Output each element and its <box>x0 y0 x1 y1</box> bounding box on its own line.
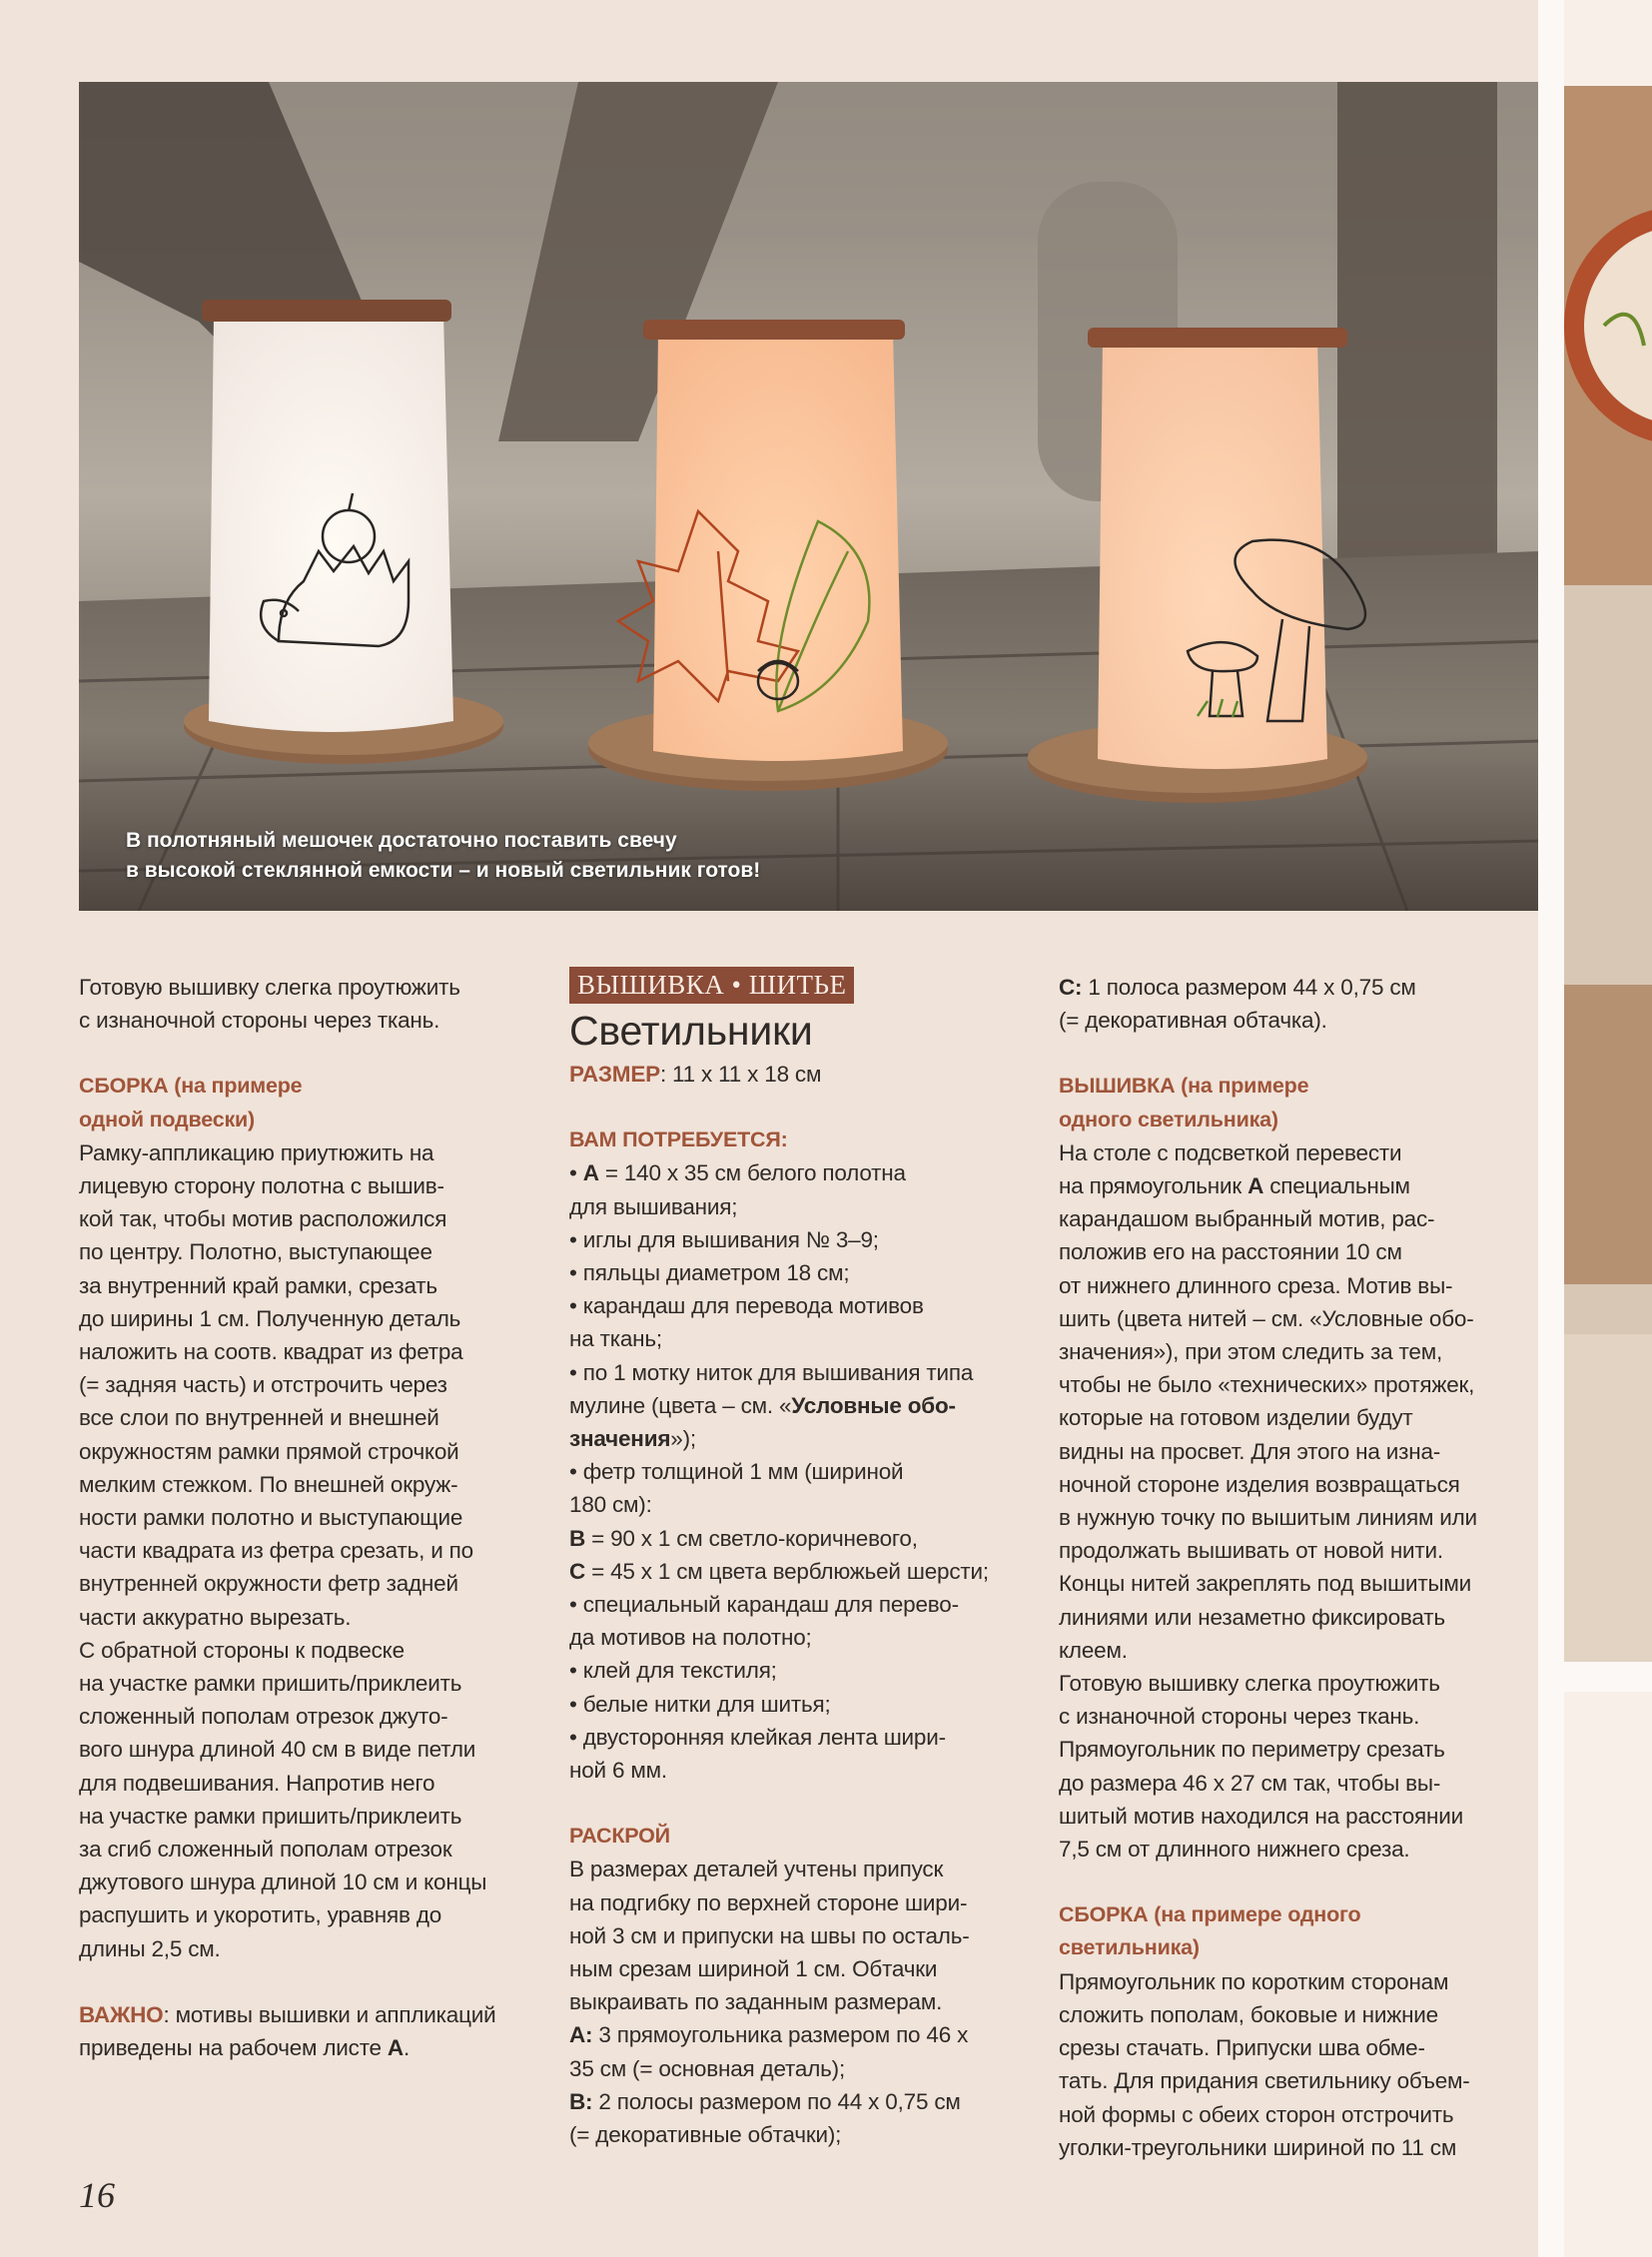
materials-line: • специальный карандаш для перево- <box>569 1592 959 1618</box>
materials-line <box>569 1555 1029 1588</box>
text-line: С обратной стороны к подвеске <box>79 1637 405 1663</box>
cutting-line <box>569 2018 1029 2051</box>
text-line: карандашом выбранный мотив, рас- <box>1059 1206 1435 1232</box>
text-line: кой так, чтобы мотив расположился <box>79 1206 447 1232</box>
cutting-text: 3 прямоугольника размером по 46 x <box>592 2022 969 2048</box>
materials-line: 180 см): <box>569 1492 652 1518</box>
materials-line: ной 6 мм. <box>569 1758 667 1784</box>
page-number: 16 <box>79 2175 115 2215</box>
text-line: Рамку-аппликацию приутюжить на <box>79 1139 434 1165</box>
cutting-line <box>1059 971 1528 1004</box>
part-letter: C <box>569 1558 586 1584</box>
important-note <box>79 1998 508 2031</box>
text-line: тать. Для придания светильнику объем- <box>1059 2068 1470 2094</box>
materials-line: да мотивов на полотно; <box>569 1625 812 1651</box>
part-letter: А <box>1247 1173 1264 1199</box>
cutting-line <box>569 2085 1029 2118</box>
text-line: ночной стороне изделия возвращаться <box>1059 1471 1460 1497</box>
legend-reference: значения <box>569 1426 671 1452</box>
text-line: положив его на расстоянии 10 см <box>1059 1239 1402 1265</box>
text-line: до ширины 1 см. Полученную деталь <box>79 1305 461 1331</box>
text-line: окружностям рамки прямой строчкой <box>79 1438 459 1464</box>
next-page-band <box>1564 1662 1652 1692</box>
section-heading-assembly-cont: одной подвески) <box>79 1107 255 1131</box>
text-line: по центру. Полотно, выступающее <box>79 1239 432 1265</box>
text-line: длины 2,5 см. <box>79 1935 221 1961</box>
next-page-photo-edge <box>1564 86 1652 1662</box>
caption-line: В полотняный мешочек достаточно поставить свечу <box>126 829 677 852</box>
text-line: сложить пополам, боковые и нижние <box>1059 2001 1438 2027</box>
materials-line: для вышивания; <box>569 1193 738 1219</box>
materials-line: • белые нитки для шитья; <box>569 1691 831 1717</box>
text-line: джутового шнура длиной 10 см и концы <box>79 1870 487 1895</box>
materials-line: • двусторонняя клейкая лента шири- <box>569 1724 946 1750</box>
materials-line: • карандаш для перевода мотивов <box>569 1293 924 1319</box>
cutting-text: 1 полоса размером 44 x 0,75 см <box>1082 975 1416 1000</box>
materials-heading: ВАМ ПОТРЕБУЕТСЯ: <box>569 1128 788 1152</box>
cutting-line: ной 3 см и припуски на швы по осталь- <box>569 1922 970 1948</box>
next-page-photo-illustration <box>1564 86 1652 1662</box>
cutting-line: В размерах деталей учтены припуск <box>569 1857 944 1882</box>
text-line: видны на просвет. Для этого на изна- <box>1059 1438 1441 1464</box>
bullet: • <box>569 1160 583 1186</box>
cutting-line: выкраивать по заданным размерам. <box>569 1989 943 2015</box>
text-line: на участке рамки пришить/приклеить <box>79 1671 462 1697</box>
text-line: шитый мотив находился на расстоянии <box>1059 1803 1463 1829</box>
text-line: лицевую сторону полотна с вышив- <box>79 1173 444 1199</box>
text-line: внутренней окружности фетр задней <box>79 1571 458 1597</box>
photo-caption <box>126 826 1225 886</box>
text-line: которые на готовом изделии будут <box>1059 1405 1413 1431</box>
text-line: мелким стежком. По внешней окруж- <box>79 1471 458 1497</box>
cutting-heading: РАСКРОЙ <box>569 1824 670 1849</box>
text-fragment: на прямоугольник <box>1059 1173 1248 1199</box>
embroidery-heading: ВЫШИВКА (на примере <box>1059 1074 1309 1099</box>
assembly-heading: СБОРКА (на примере одного <box>1059 1902 1361 1927</box>
text-line: распушить и укоротить, уравняв до <box>79 1902 442 1928</box>
text-line: значения»), при этом следить за тем, <box>1059 1339 1443 1365</box>
important-note-cont <box>79 2031 508 2064</box>
materials-text: = 45 x 1 см цвета верблюжьей шерсти; <box>585 1558 989 1584</box>
next-page-edge <box>1564 0 1652 2257</box>
cutting-line: 35 см (= основная деталь); <box>569 2055 846 2081</box>
text-line: (= задняя часть) и отстрочить через <box>79 1372 447 1398</box>
text-fragment: специальным <box>1263 1173 1410 1199</box>
materials-line: • по 1 мотку ниток для вышивания типа <box>569 1359 974 1385</box>
materials-line: • иглы для вышивания № 3–9; <box>569 1226 879 1252</box>
materials-text: мулине (цвета – см. « <box>569 1392 792 1418</box>
text-line: Прямоугольник по коротким сторонам <box>1059 1968 1449 1994</box>
text-line <box>1059 1169 1528 1202</box>
text-line: до размера 46 x 27 см так, чтобы вы- <box>1059 1770 1441 1796</box>
text-line: На столе с подсветкой перевести <box>1059 1139 1402 1165</box>
materials-line <box>569 1522 1029 1555</box>
text-line: Концы нитей закреплять под вышитыми <box>1059 1571 1472 1597</box>
page-gutter <box>1538 0 1564 2257</box>
text-line: сложенный пополам отрезок джуто- <box>79 1704 448 1730</box>
text-line: части аккуратно вырезать. <box>79 1604 352 1630</box>
materials-line: • клей для текстиля; <box>569 1658 777 1684</box>
materials-line <box>569 1156 1029 1189</box>
text-line: срезы стачать. Припуски шва обме- <box>1059 2035 1425 2061</box>
text-line: продолжать вышивать от новой нити. <box>1059 1538 1443 1564</box>
text-line: с изнаночной стороны через ткань. <box>1059 1704 1420 1730</box>
text-line: Готовую вышивку слегка проутюжить <box>79 975 460 1000</box>
text-line: за сгиб сложенный пополам отрезок <box>79 1837 452 1863</box>
text-column-2 <box>569 971 1029 2151</box>
cutting-line: (= декоративная обтачка). <box>1059 1008 1327 1034</box>
materials-text: »); <box>670 1426 696 1452</box>
materials-line: • фетр толщиной 1 мм (шириной <box>569 1459 904 1485</box>
part-letter: B <box>569 1525 586 1551</box>
text-line: с изнаночной стороны через ткань. <box>79 1008 440 1034</box>
part-letter: А <box>582 1160 599 1186</box>
part-letter: B: <box>569 2088 593 2114</box>
materials-text: = 90 x 1 см светло-коричневого, <box>585 1525 918 1551</box>
text-line: линиями или незаметно фиксировать <box>1059 1604 1445 1630</box>
text-line: для подвешивания. Напротив него <box>79 1770 435 1796</box>
text-line: ной формы с обеих сторон отстрочить <box>1059 2101 1454 2127</box>
article-title: Светильники <box>569 1008 813 1054</box>
lanterns-photo-illustration <box>79 82 1540 911</box>
size-line <box>569 1058 1029 1091</box>
text-line: уголки-треугольники шириной по 11 см <box>1059 2134 1457 2160</box>
materials-line <box>569 1422 1029 1455</box>
size-label: РАЗМЕР <box>569 1062 660 1087</box>
important-text: приведены на рабочем листе <box>79 2035 388 2061</box>
sheet-letter: А <box>387 2035 404 2061</box>
text-line: шить (цвета нитей – см. «Условные обо- <box>1059 1305 1474 1331</box>
text-line: на участке рамки пришить/приклеить <box>79 1803 462 1829</box>
text-line: за внутренний край рамки, срезать <box>79 1272 437 1298</box>
text-line: Готовую вышивку слегка проутюжить <box>1059 1671 1440 1697</box>
text-line: чтобы не было «технических» протяжек, <box>1059 1372 1475 1398</box>
text-line: клеем. <box>1059 1637 1128 1663</box>
cutting-line: на подгибку по верхней стороне шири- <box>569 1889 968 1915</box>
part-letter: A: <box>569 2022 593 2048</box>
caption-line: в высокой стеклянной емкости – и новый светильник готов! <box>126 859 761 882</box>
text-line: части квадрата из фетра срезать, и по <box>79 1538 473 1564</box>
embroidery-heading-cont: одного светильника) <box>1059 1107 1278 1131</box>
text-line: наложить на соотв. квадрат из фетра <box>79 1339 463 1365</box>
text-line: все слои по внутренней и внешней <box>79 1405 439 1431</box>
cutting-line: (= декоративные обтачки); <box>569 2122 842 2148</box>
materials-line: на ткань; <box>569 1326 662 1352</box>
cutting-text: 2 полосы размером по 44 x 0,75 см <box>592 2088 961 2114</box>
cutting-line: ным срезам шириной 1 см. Обтачки <box>569 1956 938 1982</box>
text-column-1 <box>79 971 508 2064</box>
text-line: в нужную точку по вышитым линиям или <box>1059 1505 1477 1531</box>
text-line: от нижнего длинного среза. Мотив вы- <box>1059 1272 1453 1298</box>
text-column-3 <box>1059 971 1528 2164</box>
materials-line: • пяльцы диаметром 18 см; <box>569 1260 850 1286</box>
part-letter: C: <box>1059 975 1083 1000</box>
lanterns-photo <box>79 82 1540 911</box>
section-heading-assembly: СБОРКА (на примере <box>79 1074 303 1099</box>
important-label: ВАЖНО <box>79 2001 164 2027</box>
materials-text: = 140 x 35 см белого полотна <box>598 1160 906 1186</box>
legend-reference: Условные обо- <box>791 1392 956 1418</box>
important-text: : мотивы вышивки и аппликаций <box>163 2001 496 2027</box>
text-line: Прямоугольник по периметру срезать <box>1059 1737 1445 1763</box>
text-line: ности рамки полотно и выступающие <box>79 1505 463 1531</box>
text-line: 7,5 см от длинного нижнего среза. <box>1059 1837 1410 1863</box>
important-text-end: . <box>403 2035 411 2061</box>
materials-line <box>569 1389 1029 1422</box>
assembly-heading-cont: светильника) <box>1059 1935 1200 1960</box>
text-line: вого шнура длиной 40 см в виде петли <box>79 1737 476 1763</box>
section-kicker: ВЫШИВКА • ШИТЬЕ <box>569 967 854 1004</box>
size-value: : 11 x 11 x 18 см <box>659 1062 822 1087</box>
